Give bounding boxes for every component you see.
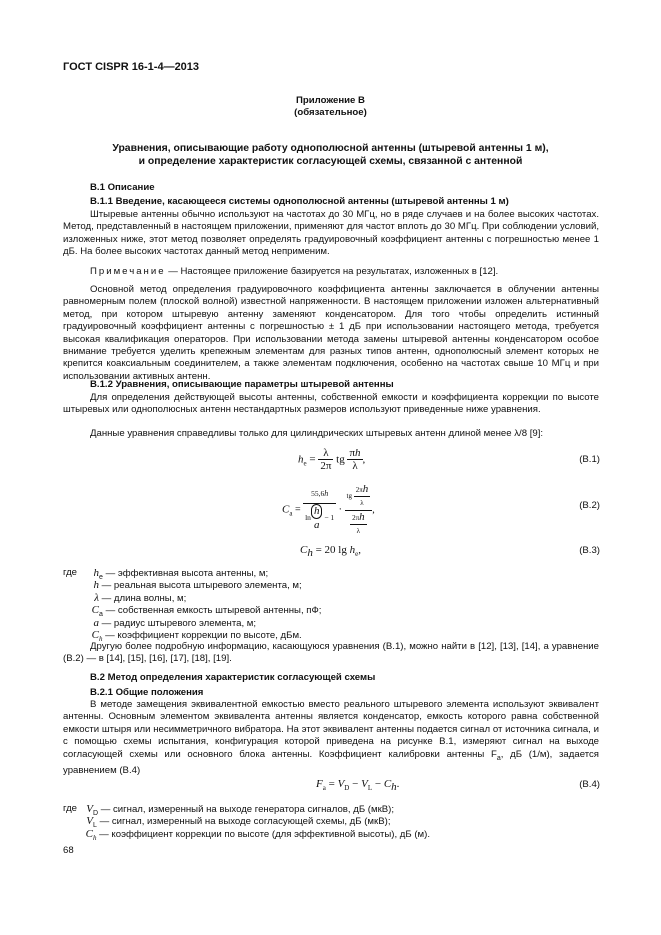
paragraph-intro: Штыревые антенны обычно используют на частотах до 30 МГц, но в ряде случаев и на более высоких частотах. Метод, представленный в настоящем приложении, применяют для частот вплоть до 30 МГц. При соблюдении условий, изложенных ниже, этот метод позволяет определять градуировочный коэффициент антенны с погрешностью менее 1 дБ. На более высоких частотах данный метод неприменим. xyxy=(63,209,599,258)
legend-row: $V_L$ — сигнал, измеренный на выходе согласующей схемы, дБ (мкВ); xyxy=(86,815,391,830)
equation-b1: $h_e$ = $\frac{\lambda}{2\pi}$ tg $\frac{\pi h}{\lambda}$ , xyxy=(298,447,366,473)
appendix-title: Приложение В xyxy=(296,95,365,106)
appendix-heading-line2: и определение характеристик согласующей схемы, связанной с антенной xyxy=(138,156,523,167)
equation-b4-number: (В.4) xyxy=(579,779,600,790)
note-label: Примечание xyxy=(90,266,166,277)
legend-calibration-params xyxy=(63,803,599,840)
appendix-heading-line1: Уравнения, описывающие работу однополюсной антенны (штыревой антенны 1 м), xyxy=(112,143,549,154)
where-label-2: где xyxy=(63,803,78,814)
paragraph-method: Основной метод определения градуировочного коэффициента антенны заключается в облучении антенны равномерным полем (плоской волной) известной напряженности. В настоящем приложении изложен альтернативный метод, при котором штыревую антенну заменяют конденсатором. Для того чтобы определить истинный градуировочный коэффициент антенны с погрешностью ± 1 дБ при использовании настоящего метода, требуется высокая квалификация операторов. При использовании метода замены штыревой антенны конденсатором особое внимание требуется уделить крепежным элементам для разных типов антенн, однополюсный элемент которых не крепится коаксиальным соединителем, а также элементам подключения, особенно на частотах свыше 10 МГц и при использовании активных антенн. xyxy=(63,284,599,382)
legend-row: $C_h$ — коэффициент коррекции по высоте (для эффективной высоты), дБ (м). xyxy=(85,827,431,842)
paragraph-validity: Данные уравнения справедливы только для цилиндрических штыревых антенн длиной менее λ/8 [9]: xyxy=(90,428,544,439)
legend-row: h — реальная высота штыревого элемента, м; xyxy=(93,579,302,592)
paragraph-equations-intro: Для определения действующей высоты антенны, собственной емкости и коэффициента коррекции по высоте штыревых или однополюсных антенн нестандартных размеров используют приведенные ниже уравнения. xyxy=(63,392,599,416)
note xyxy=(63,266,599,278)
legend-row: λ — длина волны, м; xyxy=(94,591,187,604)
paragraph-substitution: В методе замещения эквивалентной емкостью вместо реального штыревого элемента используют эквивалент антенны. Основным элементом эквивалента антенны является конденсатор, емкость которого равна собственной емкости штыря или несимметричного вибратора. На этот эквивалент антенны подается сигнал от источника сигнала, и с помощью схемы испытания, конфигурация которой приведена на рисунке В.1, измеряют сигнал на выходе согласующей схемы или основного блока антенны. Коэффициент калибровки антенны $F_a$, дБ (1/м), задается уравнением (В.4) xyxy=(63,699,599,776)
section-b2-heading: В.2 Метод определения характеристик согласующей схемы xyxy=(90,672,376,683)
equation-b3-number: (В.3) xyxy=(579,545,600,556)
appendix-status: (обязательное) xyxy=(294,107,367,118)
equation-b4: $F_a = V_D - V_L - C_h$. xyxy=(316,778,400,794)
paragraph-references: Другую более подробную информацию, касающуюся уравнения (В.1), можно найти в [12], [13], [14], а уравнение (В.2) — в [14], [15], [16], [17], [18], [19]. xyxy=(63,641,599,665)
legend-row: $V_D$ — сигнал, измеренный на выходе генератора сигналов, дБ (мкВ); xyxy=(86,803,395,817)
legend-row: $C_a$ — собственная емкость штыревой антенны, пФ; xyxy=(91,604,322,619)
equation-b3: $C_h = 20$ $\lg h_e$, xyxy=(300,544,361,560)
equation-b2-number: (В.2) xyxy=(579,500,600,511)
page-number: 68 xyxy=(63,845,74,856)
section-b12-heading: В.1.2 Уравнения, описывающие параметры штыревой антенны xyxy=(90,379,394,390)
legend-row: a — радиус штыревого элемента, м; xyxy=(93,616,257,629)
section-b1-heading: В.1 Описание xyxy=(90,182,155,193)
equation-b2: $C_a$ = 55,6h ln $\frac{h}{a}$ − 1 · tg $\frac{2\pi h}{\lambda}$ $\frac{2\pi h}{\lambda}$ , xyxy=(282,483,375,536)
section-b21-heading: В.2.1 Общие положения xyxy=(90,687,204,698)
section-b11-heading: В.1.1 Введение, касающееся системы однополюсной антенны (штыревой антенны 1 м) xyxy=(90,196,509,207)
legend-antenna-params xyxy=(63,567,599,641)
legend-row: $h_e$ — эффективная высота антенны, м; xyxy=(93,567,269,581)
where-label: где xyxy=(63,567,78,578)
note-text: — Настоящее приложение базируется на результатах, изложенных в [12]. xyxy=(165,266,499,277)
equation-b1-number: (В.1) xyxy=(579,454,600,465)
document-header: ГОСТ CISPR 16-1-4—2013 xyxy=(63,61,200,73)
legend-row: $C_h$ — коэффициент коррекции по высоте, дБм. xyxy=(91,628,302,643)
